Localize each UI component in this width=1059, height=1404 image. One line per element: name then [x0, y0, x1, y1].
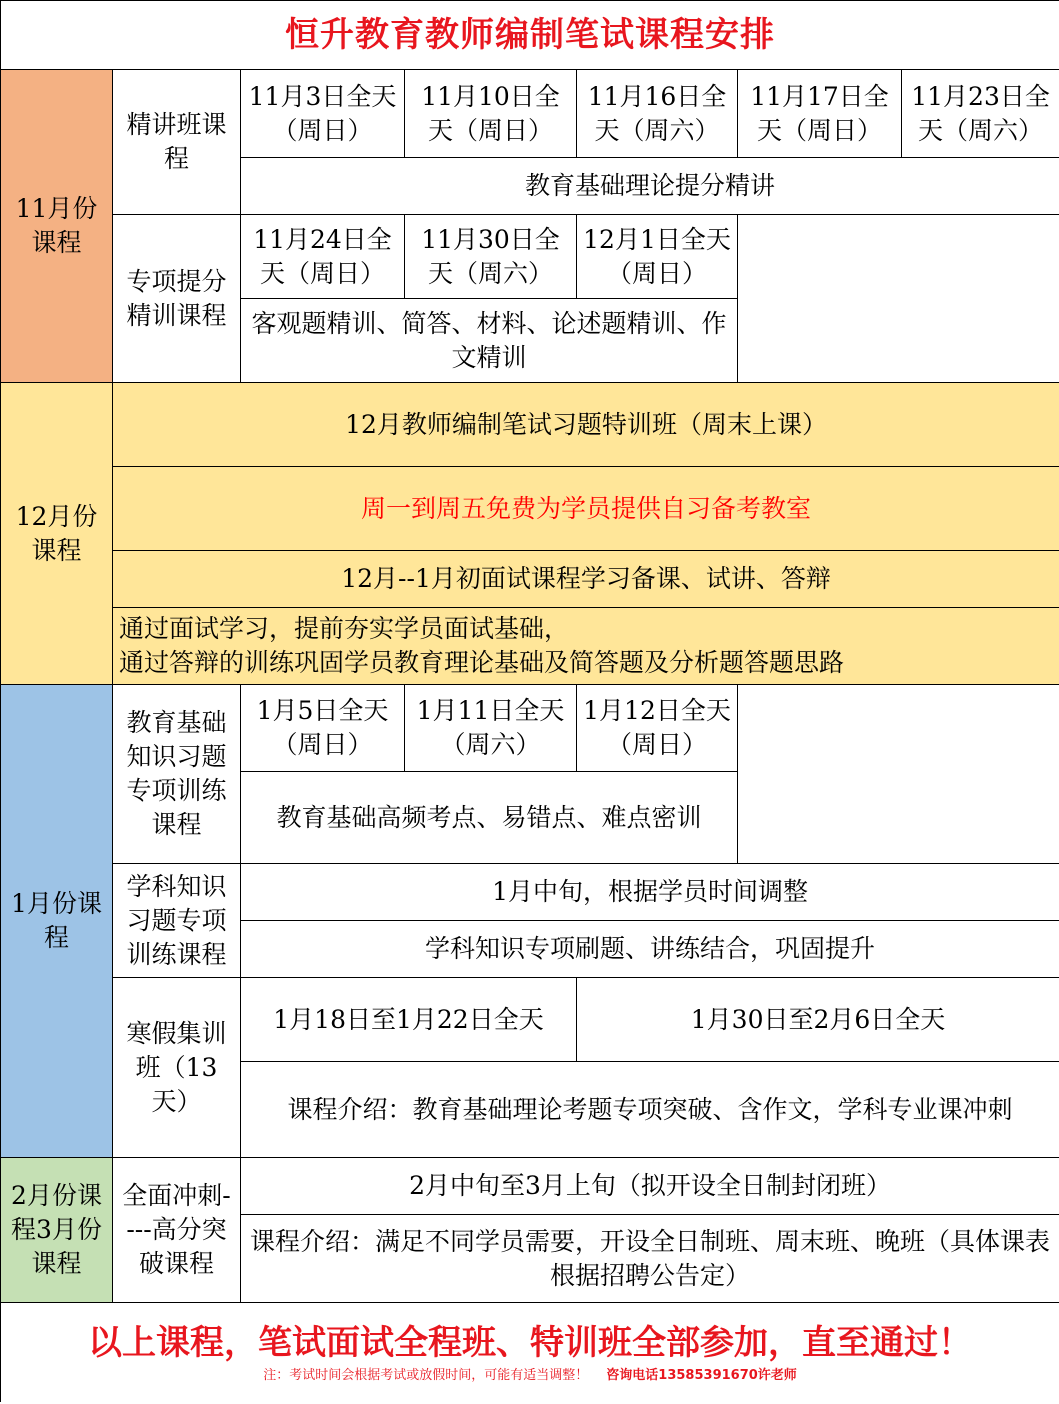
dec-interview-desc: [113, 608, 1059, 685]
course-time: 2月中旬至3月上旬（拟开设全日制封闭班）: [241, 1158, 1059, 1215]
page-title: 恒升教育教师编制笔试课程安排: [1, 1, 1059, 70]
date-cell: 1月12日全天（周日）: [577, 685, 738, 772]
course-intro: 课程介绍：教育基础理论考题专项突破、含作文，学科专业课冲刺: [241, 1062, 1059, 1158]
dec-training-row: 12月教师编制笔试习题特训班（周末上课）: [113, 383, 1059, 467]
date-cell: 11月24日全天（周日）: [241, 215, 405, 299]
course-content: 教育基础高频考点、易错点、难点密训: [241, 772, 738, 864]
course-name: 教育基础知识习题专项训练课程: [113, 685, 241, 864]
course-name: 专项提分精训课程: [113, 215, 241, 383]
course-name: 寒假集训班（13天）: [113, 978, 241, 1158]
dec-desc-line2: 通过答辩的训练巩固学员教育理论基础及简答题及分析题答题思路: [119, 648, 845, 677]
date-cell: 11月30日全天（周六）: [405, 215, 577, 299]
course-content: 学科知识专项刷题、讲练结合，巩固提升: [241, 921, 1059, 978]
course-name: 精讲班课程: [113, 70, 241, 215]
date-cell: 1月11日全天（周六）: [405, 685, 577, 772]
course-time: 1月中旬，根据学员时间调整: [241, 864, 1059, 921]
course-content: 客观题精训、简答、材料、论述题精训、作文精训: [241, 299, 738, 383]
footer-note-line: [5, 1367, 1055, 1385]
dec-interview-row: 12月--1月初面试课程学习备课、试讲、答辩: [113, 551, 1059, 608]
footer: [1, 1303, 1059, 1403]
date-cell: 1月18日至1月22日全天: [241, 978, 577, 1062]
date-cell: 11月17日全天（周日）: [738, 70, 902, 158]
course-content: 教育基础理论提分精讲: [241, 158, 1059, 215]
dec-desc-line1: 通过面试学习，提前夯实学员面试基础，: [119, 614, 570, 643]
date-cell: 11月16日全天（周六）: [577, 70, 738, 158]
dec-free-room-row: 周一到周五免费为学员提供自习备考教室: [113, 467, 1059, 551]
footer-note: 注：考试时间会根据考试或放假时间，可能有适当调整！: [263, 1367, 589, 1383]
month-label-jan: 1月份课程: [1, 685, 113, 1158]
footer-slogan: 以上课程，笔试面试全程班、特训班全部参加，直至通过！: [88, 1322, 973, 1363]
month-label-dec: 12月份课程: [1, 383, 113, 685]
month-label-feb: 2月份课程3月份课程: [1, 1158, 113, 1303]
date-cell: 11月23日全天（周六）: [902, 70, 1059, 158]
date-cell: 11月3日全天（周日）: [241, 70, 405, 158]
empty-cell: [738, 685, 1059, 864]
date-cell: 12月1日全天（周日）: [577, 215, 738, 299]
course-name: 全面冲刺----高分突破课程: [113, 1158, 241, 1303]
date-cell: 1月30日至2月6日全天: [577, 978, 1059, 1062]
course-intro: 课程介绍：满足不同学员需要，开设全日制班、周末班、晚班（具体课表根据招聘公告定）: [241, 1215, 1059, 1303]
course-name: 学科知识习题专项训练课程: [113, 864, 241, 978]
footer-contact: 咨询电话13585391670许老师: [606, 1367, 797, 1383]
date-cell: 1月5日全天（周日）: [241, 685, 405, 772]
month-label-nov: 11月份课程: [1, 70, 113, 383]
date-cell: 11月10日全天（周日）: [405, 70, 577, 158]
empty-cell: [738, 215, 1059, 383]
